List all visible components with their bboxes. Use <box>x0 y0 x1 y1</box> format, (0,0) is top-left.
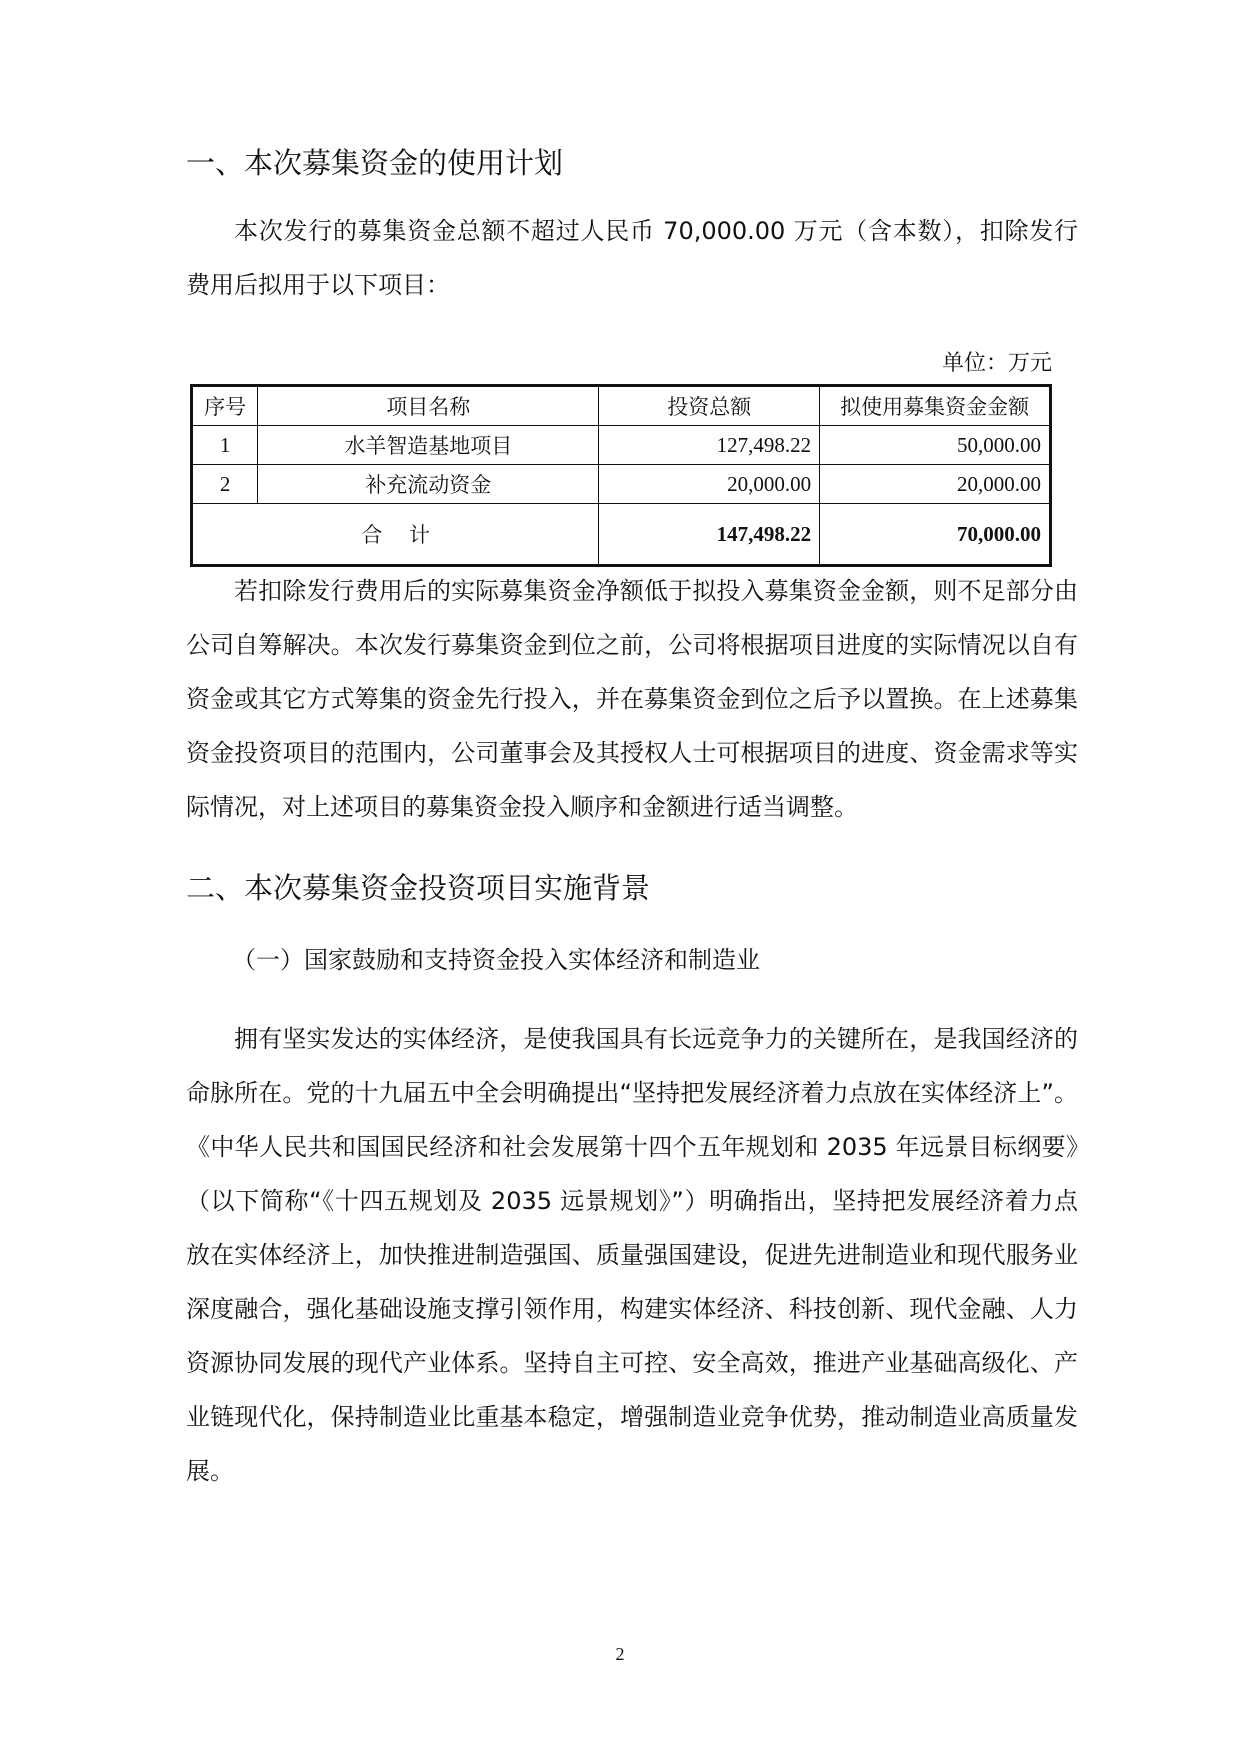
total-investment: 147,498.22 <box>599 504 820 566</box>
row-raised-amount: 20,000.00 <box>820 465 1051 504</box>
page-number: 2 <box>615 1644 625 1664</box>
total-label: 合 计 <box>192 504 599 566</box>
row-raised-amount: 50,000.00 <box>820 426 1051 465</box>
row-project-name: 补充流动资金 <box>258 465 599 504</box>
table-row <box>192 426 1051 465</box>
section2-subheading: （一）国家鼓励和支持资金投入实体经济和制造业 <box>232 946 760 974</box>
row-total-investment: 20,000.00 <box>599 465 820 504</box>
total-raised: 70,000.00 <box>820 504 1051 566</box>
row-no: 2 <box>192 465 258 504</box>
section2-heading: 二、本次募集资金投资项目实施背景 <box>186 871 651 905</box>
section1-intro: 本次发行的募集资金总额不超过人民币 70,000.00 万元（含本数），扣除发行费用后拟用于以下项目： <box>186 217 1078 299</box>
section2-body: 拥有坚实发达的实体经济，是使我国具有长远竞争力的关键所在，是我国经济的命脉所在。党的十九届五中全会明确提出“坚持把发展经济着力点放在实体经济上”。《中华人民共和国国民经济和社会发展第十四个五年规划和 2035 年远景目标纲要》（以下简称“《十四五规划及 2035 远景规划》”）明确指出，坚持把发展经济着力点放在实体经济上，加快推进制造强国、质量强国建设，促进先进制造业和现代服务业深度融合，强化基础设施支撑引领作用，构建实体经济、科技创新、现代金融、人力资源协同发展的现代产业体系。坚持自主可控、安全高效，推进产业基础高级化、产业链现代化，保持制造业比重基本稳定，增强制造业竞争优势，推动制造业高质量发展。 <box>186 1025 1078 1485</box>
table-total-row <box>192 504 1051 566</box>
table-header-row <box>192 386 1051 426</box>
header-no: 序号 <box>192 386 258 426</box>
table-unit-label: 单位：万元 <box>941 351 1052 376</box>
header-project-name: 项目名称 <box>258 386 599 426</box>
fund-usage-table <box>190 384 1052 567</box>
row-project-name: 水羊智造基地项目 <box>258 426 599 465</box>
row-total-investment: 127,498.22 <box>599 426 820 465</box>
table-row <box>192 465 1051 504</box>
row-no: 1 <box>192 426 258 465</box>
section1-after-table: 若扣除发行费用后的实际募集资金净额低于拟投入募集资金金额，则不足部分由公司自筹解决。本次发行募集资金到位之前，公司将根据项目进度的实际情况以自有资金或其它方式筹集的资金先行投入，并在募集资金到位之后予以置换。在上述募集资金投资项目的范围内，公司董事会及其授权人士可根据项目的进度、资金需求等实际情况，对上述项目的募集资金投入顺序和金额进行适当调整。 <box>186 577 1078 821</box>
header-total-investment: 投资总额 <box>599 386 820 426</box>
section1-heading: 一、本次募集资金的使用计划 <box>186 146 564 180</box>
header-raised-amount: 拟使用募集资金金额 <box>820 386 1051 426</box>
